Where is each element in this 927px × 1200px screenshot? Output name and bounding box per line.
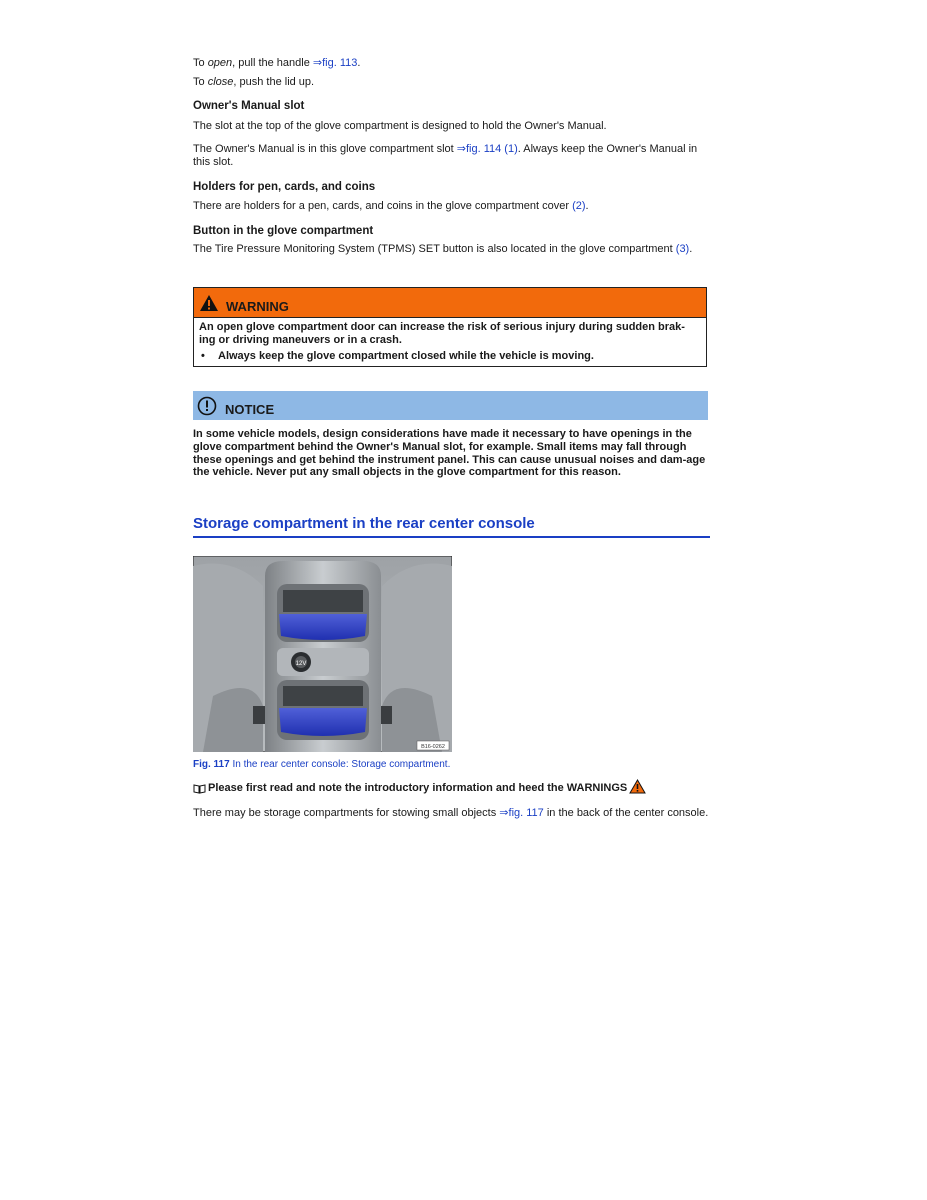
holders-paragraph <box>193 200 710 213</box>
button-heading: Button in the glove compartment <box>193 225 374 237</box>
text: There are holders for a pen, cards, and coins in the glove compartment cover <box>193 200 573 212</box>
text: . <box>585 200 589 212</box>
emphasis: open <box>207 57 233 69</box>
fig-113-link[interactable]: fig. 113 <box>322 57 358 69</box>
arrow-icon: ⇒ <box>499 807 509 819</box>
warning-text: An open glove compartment door can increase the risk of serious injury during sudden brak-ing or driving maneuvers or in a crash. <box>199 321 685 346</box>
fig-117-link[interactable]: fig. 117 <box>508 807 544 819</box>
holders-heading: Holders for pen, cards, and coins <box>193 181 376 193</box>
last-paragraph <box>193 807 710 820</box>
figure-caption <box>193 759 450 770</box>
owners-manual-heading: Owner's Manual slot <box>193 100 305 112</box>
warning-bullet: Always keep the glove compartment closed while the vehicle is moving. <box>218 350 594 362</box>
text: , push the lid up. <box>233 76 315 88</box>
notice-header <box>193 391 708 420</box>
fig-114-link[interactable]: fig. 114 (1) <box>465 143 518 155</box>
figure-117 <box>193 556 452 752</box>
socket-label: 12V <box>295 661 307 667</box>
emphasis: close <box>207 76 234 88</box>
rear-console-image <box>193 556 452 752</box>
warning-title: WARNING <box>226 298 289 314</box>
text: . <box>689 243 693 255</box>
text: The Owner's Manual is in this glove compartment slot <box>193 143 457 155</box>
book-icon <box>193 783 206 794</box>
bullet-icon: • <box>201 350 205 362</box>
caption-number: Fig. 117 <box>193 759 230 770</box>
warning-header <box>194 288 706 318</box>
text: . Always keep the Owner's Manual in this slot. <box>193 143 698 168</box>
arrow-icon: ⇒ <box>456 143 466 155</box>
open-instruction <box>193 57 710 70</box>
text: in the back of the center console. <box>543 807 709 819</box>
notice-exclamation-icon <box>197 396 217 416</box>
text: , pull the handle <box>232 57 313 69</box>
owners-manual-paragraph: The slot at the top of the glove compartment is designed to hold the Owner's Manual. <box>193 120 607 132</box>
close-instruction <box>193 76 710 89</box>
notice-text: In some vehicle models, design considerations have made it necessary to have openings in the glove compartment behind the Owner's Manual slot, for example. Small items may fall through these openings and get behind the instrument panel. This can cause unusual noises and dam-age the vehicle. Never put any small objects in the glove compartment for this reason. <box>193 428 706 479</box>
caption-text: In the rear center console: Storage compartment. <box>229 759 451 770</box>
text: To <box>193 57 208 69</box>
notice-title: NOTICE <box>225 402 275 417</box>
section-title: Storage compartment in the rear center console <box>193 515 710 538</box>
text: . <box>357 57 361 69</box>
image-code: B16-0262 <box>421 744 445 750</box>
intro-line <box>193 782 646 794</box>
text: The Tire Pressure Monitoring System (TPMS) SET button is also located in the glove compartment <box>193 243 676 255</box>
callout-3-link[interactable]: (3) <box>675 243 690 255</box>
callout-2-link[interactable]: (2) <box>572 200 586 212</box>
warning-triangle-icon <box>629 779 646 794</box>
owners-manual-slot-paragraph <box>193 143 710 169</box>
warning-box <box>193 287 707 367</box>
arrow-icon: ⇒ <box>312 57 323 69</box>
text: To <box>193 76 208 88</box>
warning-body <box>194 318 706 366</box>
text: There may be storage compartments for stowing small objects <box>193 807 500 819</box>
warning-bullet-row <box>199 350 701 363</box>
intro-text: Please first read and note the introductory information and heed the WARNINGS <box>208 782 628 794</box>
warning-triangle-icon <box>199 294 219 312</box>
button-paragraph <box>193 243 710 256</box>
